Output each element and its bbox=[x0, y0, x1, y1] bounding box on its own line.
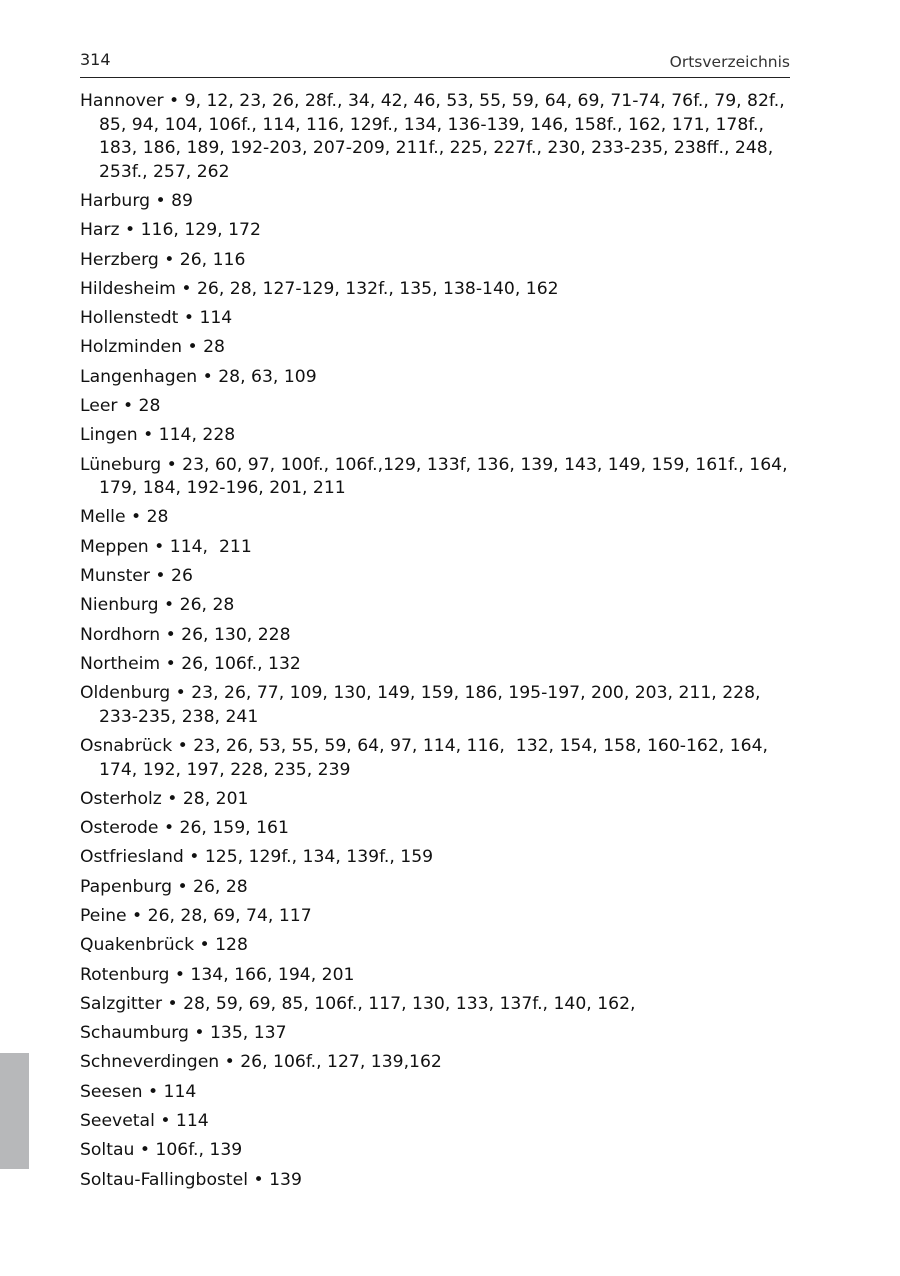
index-entry: Seevetal • 114 bbox=[80, 1111, 209, 1131]
index-entry: Hannover • 9, 12, 23, 26, 28f., 34, 42, 46, 53, 55, 59, 64, 69, 71-74, 76f., 79, 82f., 85, 94, 104, 106f., 114, 116, 129f., 134, 136-139, 146, 158f., 162, 171, 178f., 183, 186, 189, 192-203, 207-209, 211f., 225, 227f., 230, 233-235, 238ff., 248, 253f., 257, 262 bbox=[80, 91, 791, 182]
index-entry: Osnabrück • 23, 26, 53, 55, 59, 64, 97, 114, 116, 132, 154, 158, 160-162, 164, 174, 192, 197, 228, 235, 239 bbox=[80, 736, 774, 780]
index-entry: Soltau-Fallingbostel • 139 bbox=[80, 1169, 302, 1190]
index-entry: Nordhorn • 26, 130, 228 bbox=[80, 624, 291, 645]
index-entry: Lüneburg • 23, 60, 97, 100f., 106f.,129, 133f, 136, 139, 143, 149, 159, 161f., 164, 179, 184, 192-196, 201, 211 bbox=[80, 454, 794, 499]
index-entry: Herzberg • 26, 116 bbox=[80, 249, 246, 270]
page-header bbox=[80, 50, 790, 78]
index-entry: Osterholz • 28, 201 bbox=[80, 788, 249, 809]
index-entry: Hollenstedt • 114 bbox=[80, 308, 233, 329]
index-entry: Osterode • 26, 159, 161 bbox=[80, 818, 289, 839]
page-number: 314 bbox=[80, 50, 111, 69]
thumb-index-tab bbox=[0, 1053, 29, 1169]
index-entry: Hildesheim • 26, 28, 127-129, 132f., 135, 138-140, 162 bbox=[80, 278, 559, 299]
index-entry: Nienburg • 26, 28 bbox=[80, 595, 235, 616]
index-entry: Schneverdingen • 26, 106f., 127, 139,162 bbox=[80, 1052, 442, 1073]
index-entry: Meppen • 114, 211 bbox=[80, 536, 252, 557]
index-entry: Peine • 26, 28, 69, 74, 117 bbox=[80, 906, 312, 927]
index-entry: Melle • 28 bbox=[80, 507, 169, 528]
index-entry: Oldenburg • 23, 26, 77, 109, 130, 149, 159, 186, 195-197, 200, 203, 211, 228, 233-235, 238, 241 bbox=[80, 683, 766, 727]
index-entry: Ostfriesland • 125, 129f., 134, 139f., 159 bbox=[80, 847, 434, 868]
index-entry: Langenhagen • 28, 63, 109 bbox=[80, 366, 317, 387]
place-index-list bbox=[80, 90, 796, 1198]
index-entry: Schaumburg • 135, 137 bbox=[80, 1023, 287, 1044]
index-entry: Holzminden • 28 bbox=[80, 337, 225, 358]
index-entry: Lingen • 114, 228 bbox=[80, 425, 236, 446]
index-entry: Harburg • 89 bbox=[80, 191, 193, 212]
index-entry: Northeim • 26, 106f., 132 bbox=[80, 653, 301, 674]
index-entry: Munster • 26 bbox=[80, 566, 193, 587]
index-entry: Papenburg • 26, 28 bbox=[80, 876, 248, 897]
index-entry: Quakenbrück • 128 bbox=[80, 935, 248, 956]
index-entry: Salzgitter • 28, 59, 69, 85, 106f., 117, 130, 133, 137f., 140, 162, bbox=[80, 993, 636, 1014]
index-entry: Rotenburg • 134, 166, 194, 201 bbox=[80, 964, 355, 985]
index-entry: Harz • 116, 129, 172 bbox=[80, 220, 261, 241]
index-entry: Leer • 28 bbox=[80, 396, 161, 417]
index-entry: Seesen • 114 bbox=[80, 1081, 197, 1102]
running-title: Ortsverzeichnis bbox=[669, 53, 790, 71]
index-entry: Soltau • 106f., 139 bbox=[80, 1140, 243, 1161]
